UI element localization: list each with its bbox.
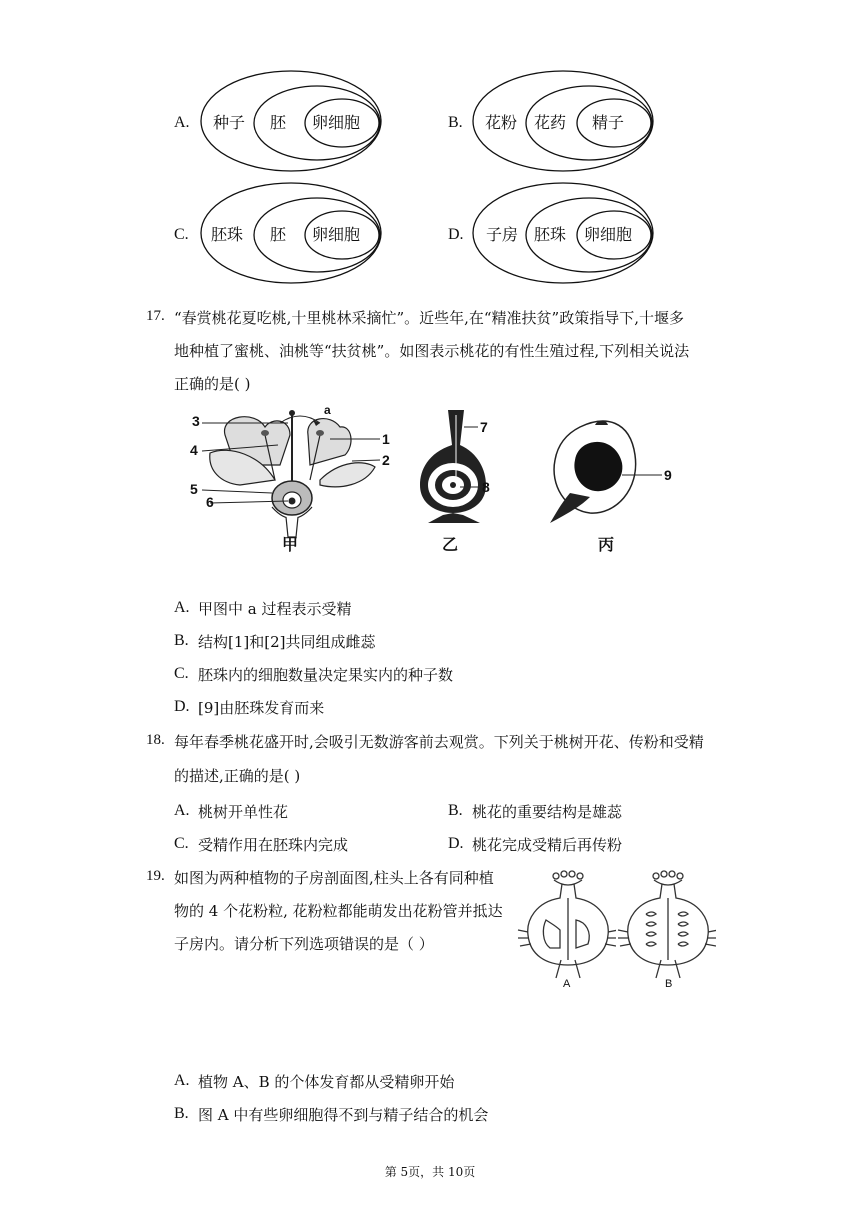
q16-a-middle: 胚 xyxy=(270,113,287,132)
q17-line-1: “春赏桃花夏吃桃,十里桃林采摘忙”。近些年,在“精准扶贫”政策指导下,十堰多 xyxy=(174,309,684,327)
q16-options xyxy=(0,0,860,290)
q17-label-1: 1 xyxy=(382,431,390,447)
q19-line-2: 物的 4 个花粉粒, 花粉粒都能萌发出花粉管并抵达 xyxy=(174,902,503,920)
q16-a-outer: 种子 xyxy=(213,113,246,132)
q19-option-a-text: 植物 A、B 的个体发育都从受精卵开始 xyxy=(198,1073,455,1091)
q17-caption-jia: 甲 xyxy=(282,535,299,554)
q17-caption-yi: 乙 xyxy=(442,535,459,554)
q16-option-d-letter: D. xyxy=(448,226,464,243)
q16-b-middle: 花药 xyxy=(534,113,567,132)
q19-ovary-a-diagram xyxy=(516,870,616,980)
q16-b-inner: 精子 xyxy=(592,113,625,132)
q18-option-a-letter: A. xyxy=(174,802,190,819)
q17-option-b-letter: B. xyxy=(174,632,189,649)
q17-pistil-diagram xyxy=(408,405,508,530)
q18-option-d-text: 桃花完成受精后再传粉 xyxy=(472,836,623,854)
page-footer: 第 5页，共 10页 xyxy=(384,1165,476,1179)
q17-figure xyxy=(180,405,700,555)
q19-label-b: B xyxy=(665,978,673,990)
q16-d-outer: 子房 xyxy=(486,225,519,244)
q19-line-3: 子房内。请分析下列选项错误的是（ ） xyxy=(174,935,434,953)
q17-option-d-text: [9]由胚珠发育而来 xyxy=(198,699,325,717)
q19-line-1: 如图为两种植物的子房剖面图,柱头上各有同种植 xyxy=(174,869,494,887)
q17-option-c-letter: C. xyxy=(174,665,189,682)
q16-d-inner: 卵细胞 xyxy=(584,225,633,244)
q16-option-c-letter: C. xyxy=(174,226,189,243)
q16-a-inner: 卵细胞 xyxy=(312,113,361,132)
q19-figure xyxy=(516,870,716,995)
q18-option-b-letter: B. xyxy=(448,802,463,819)
q18-option-d-letter: D. xyxy=(448,835,464,852)
q18-option-a-text: 桃树开单性花 xyxy=(198,803,289,821)
q16-option-b-letter: B. xyxy=(448,114,463,131)
q19-ovary-b-diagram xyxy=(616,870,716,980)
q17-option-b-text: 结构[1]和[2]共同组成雌蕊 xyxy=(198,633,376,651)
q18-line-2: 的描述,正确的是( ) xyxy=(174,767,301,785)
q17-option-c-text: 胚珠内的细胞数量决定果实内的种子数 xyxy=(198,666,454,684)
q16-b-outer: 花粉 xyxy=(485,113,518,132)
q17-line-2: 地种植了蜜桃、油桃等“扶贫桃”。如图表示桃花的有性生殖过程,下列相关说法 xyxy=(174,342,690,360)
q17-label-9: 9 xyxy=(664,467,672,483)
q19-label-a: A xyxy=(563,978,571,990)
q18-number: 18. xyxy=(146,732,165,748)
q18-option-b-text: 桃花的重要结构是雄蕊 xyxy=(472,803,623,821)
q16-c-middle: 胚 xyxy=(270,225,287,244)
q17-option-a-text: 甲图中 a 过程表示受精 xyxy=(198,600,352,618)
q17-label-a: a xyxy=(324,403,331,417)
q17-label-3: 3 xyxy=(192,413,200,429)
q19-number: 19. xyxy=(146,868,165,884)
q17-label-6: 6 xyxy=(206,494,214,510)
q17-label-7: 7 xyxy=(480,419,488,435)
q17-number: 17. xyxy=(146,308,165,324)
q18-line-1: 每年春季桃花盛开时,会吸引无数游客前去观赏。下列关于桃树开花、传粉和受精 xyxy=(174,733,704,751)
q19-option-a-letter: A. xyxy=(174,1072,190,1089)
q16-c-outer: 胚珠 xyxy=(211,225,244,244)
q18-option-c-letter: C. xyxy=(174,835,189,852)
q19-option-b-letter: B. xyxy=(174,1105,189,1122)
q16-option-a-letter: A. xyxy=(174,114,190,131)
q17-label-4: 4 xyxy=(190,442,198,458)
q17-label-2: 2 xyxy=(382,452,390,468)
q17-option-a-letter: A. xyxy=(174,599,190,616)
q18-option-c-text: 受精作用在胚珠内完成 xyxy=(198,836,349,854)
q17-line-3: 正确的是( ) xyxy=(174,375,251,393)
q19-option-b-text: 图 A 中有些卵细胞得不到与精子结合的机会 xyxy=(198,1106,489,1124)
q16-d-middle: 胚珠 xyxy=(534,225,567,244)
q17-option-d-letter: D. xyxy=(174,698,190,715)
q17-label-8: 8 xyxy=(482,479,490,495)
q16-c-inner: 卵细胞 xyxy=(312,225,361,244)
q17-caption-bing: 丙 xyxy=(598,535,615,554)
q17-label-5: 5 xyxy=(190,481,198,497)
